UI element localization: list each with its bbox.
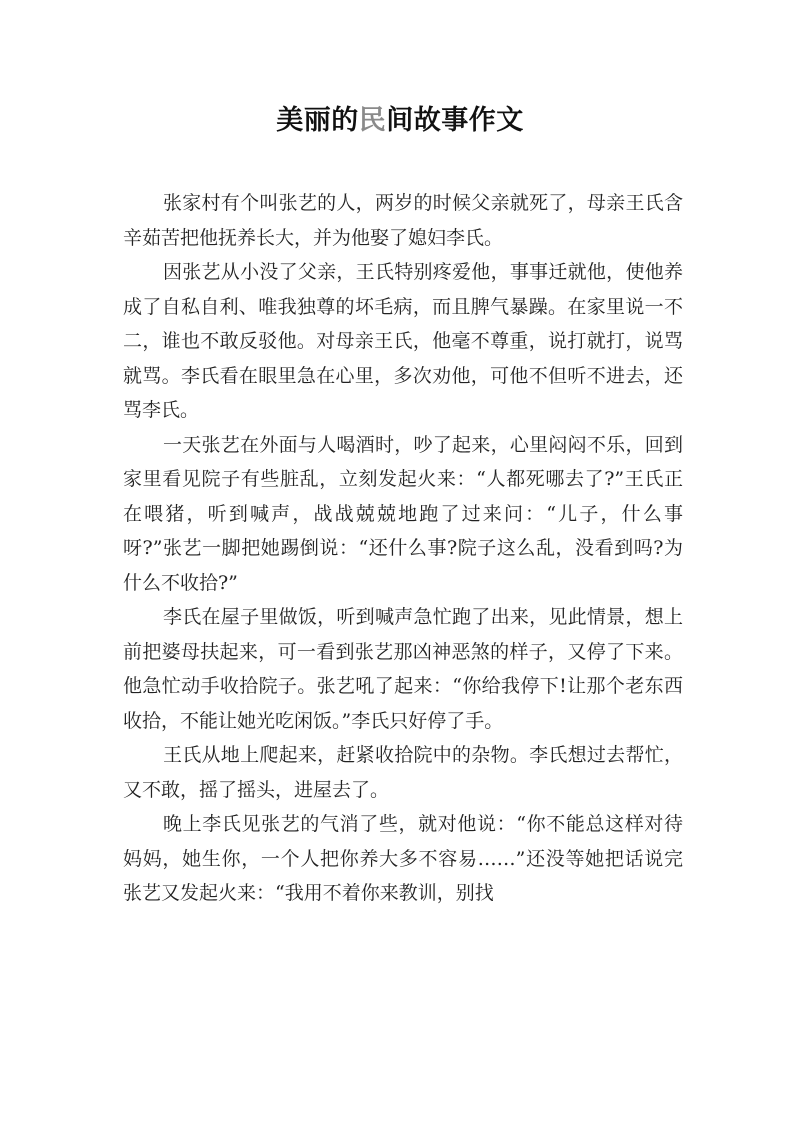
page-title bbox=[0, 98, 800, 137]
article-body bbox=[123, 186, 683, 911]
title-highlighted-char: 民 bbox=[358, 105, 387, 136]
paragraph-4: 李氏在屋子里做饭，听到喊声急忙跑了出来，见此情景，想上前把婆母扶起来，可一看到张艺那凶神恶煞的样子，又停了下来。他急忙动手收拾院子。张艺吼了起来：“你给我停下!让那个老东西收拾，不能让她光吃闲饭。”李氏只好停了手。 bbox=[123, 606, 683, 732]
title-text-end: 间故事作文 bbox=[386, 105, 524, 136]
paragraph-1: 张家村有个叫张艺的人，两岁的时候父亲就死了，母亲王氏含辛茹苦把他抚养长大，并为他娶了媳妇李氏。 bbox=[123, 192, 683, 249]
paragraph-6: 晚上李氏见张艺的气消了些，就对他说：“你不能总这样对待妈妈，她生你，一个人把你养大多不容易……”还没等她把话说完张艺又发起火来：“我用不着你来教训，别找 bbox=[123, 813, 683, 904]
paragraph-3: 一天张艺在外面与人喝酒时，吵了起来，心里闷闷不乐，回到家里看见院子有些脏乱，立刻发起火来：“人都死哪去了?”王氏正在喂猪，听到喊声，战战兢兢地跑了过来问：“儿子，什么事呀?”张艺一脚把她踢倒说：“还什么事?院子这么乱，没看到吗?为什么不收拾?” bbox=[123, 433, 683, 594]
paragraph-5: 王氏从地上爬起来，赶紧收拾院中的杂物。李氏想过去帮忙，又不敢，摇了摇头，进屋去了。 bbox=[123, 744, 683, 801]
title-text-start: 美丽的 bbox=[276, 105, 359, 136]
paragraph-2: 因张艺从小没了父亲，王氏特别疼爱他，事事迁就他，使他养成了自私自利、唯我独尊的坏毛病，而且脾气暴躁。在家里说一不二，谁也不敢反驳他。对母亲王氏，他毫不尊重，说打就打，说骂就骂。李氏看在眼里急在心里，多次劝他，可他不但听不进去，还骂李氏。 bbox=[123, 261, 683, 421]
